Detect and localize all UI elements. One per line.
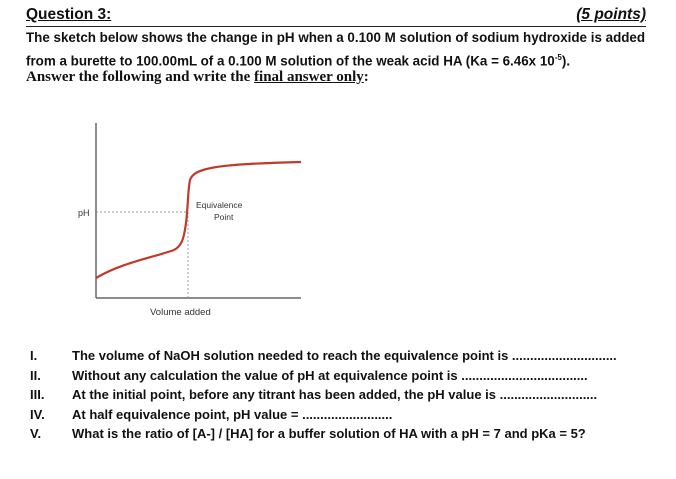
question-number: IV. (30, 406, 45, 422)
list-item (30, 407, 670, 427)
question-number: I. (30, 348, 38, 363)
titration-curve (96, 162, 301, 278)
question-text: The volume of NaOH solution needed to reach the equivalence point is ............................. (72, 348, 617, 363)
question-title: Question 3: (26, 6, 112, 23)
question-text: Without any calculation the value of pH at equivalence point is ................................... (72, 367, 588, 383)
list-item (30, 387, 670, 407)
intro-line-1: The sketch below shows the change in pH when a 0.100 M solution of sodium hydroxide is added (26, 30, 646, 45)
instruction-colon: : (363, 69, 369, 85)
intro-line-2 (26, 48, 666, 71)
question-points: (5 points) (576, 6, 646, 23)
question-number: V. (30, 426, 42, 441)
question-intro (26, 28, 666, 71)
question-text: What is the ratio of [A-] / [HA] for a buffer solution of HA with a pH = 7 and pKa = 5? (72, 426, 586, 441)
question-text: At the initial point, before any titrant has been added, the pH value is ........................... (72, 387, 598, 402)
titration-curve-figure (66, 118, 316, 328)
question-number: II. (30, 367, 41, 383)
intro-line-2-text: from a burette to 100.00mL of a 0.100 M solution of the weak acid HA (Ka = 6.46x 10 (26, 53, 555, 69)
question-text: At half equivalence point, pH value = ......................... (72, 406, 393, 422)
equivalence-label-line2: Point (214, 212, 234, 222)
list-item (30, 348, 670, 368)
instruction-emphasis: final answer only (254, 69, 364, 85)
instruction-text: Answer the following and write the (26, 69, 255, 85)
intro-line-2-end: ). (561, 53, 571, 69)
ka-exponent: -5 (554, 53, 562, 62)
equivalence-label-line1: Equivalence (196, 200, 243, 210)
x-axis-label: Volume added (150, 307, 211, 318)
list-item (30, 368, 670, 388)
question-list (30, 348, 670, 446)
y-axis-label: pH (78, 208, 90, 218)
titration-sketch (66, 118, 316, 328)
question-number: III. (30, 387, 45, 402)
question-header (26, 6, 646, 27)
answer-instruction (26, 69, 369, 86)
list-item (30, 426, 670, 446)
